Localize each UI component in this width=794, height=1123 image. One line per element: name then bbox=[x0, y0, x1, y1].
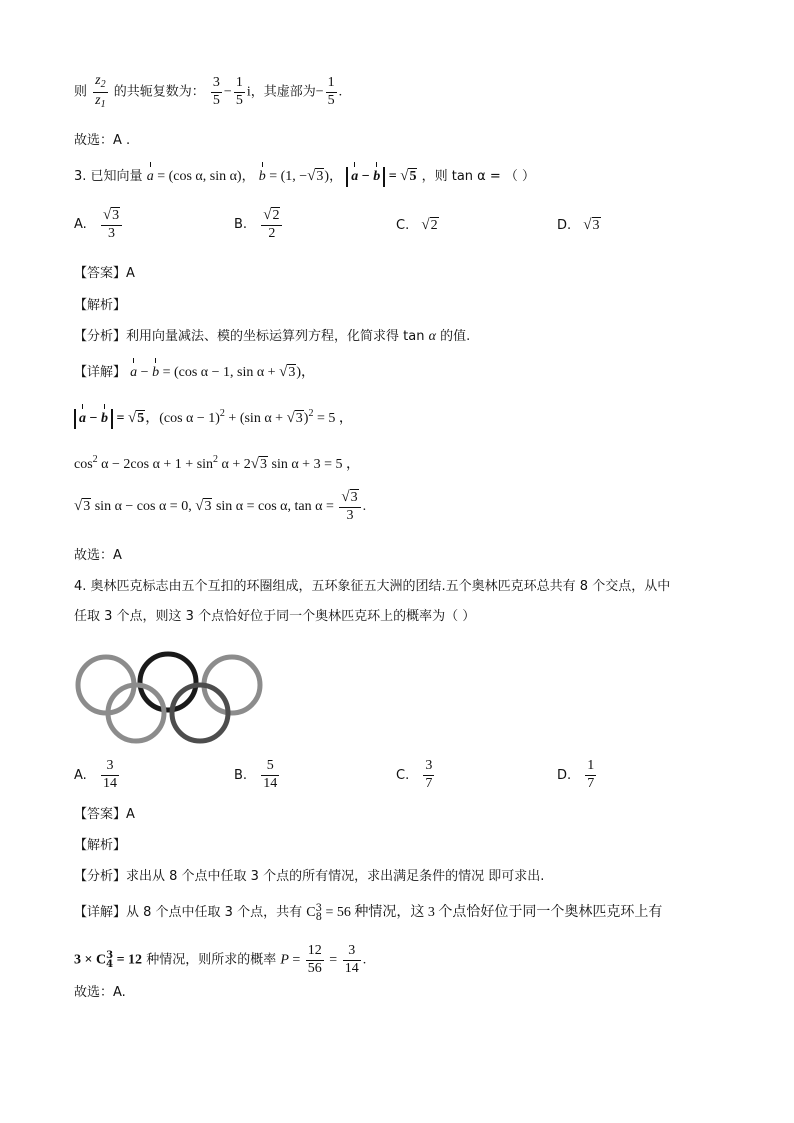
ring-bottom-right bbox=[172, 685, 228, 741]
q3-final: 故选：A bbox=[74, 548, 122, 563]
q2-conjugate-line: 则 $\frac{z_2}{z_1}$ 的共轭复数为： $\frac{3}{5}$ − $\frac{1}{5}$ i，其虚部为− $\frac{1}{5}$ . bbox=[74, 73, 343, 110]
q3-stem: 3. 已知向量 a = (cos α, sin α)， b = (1, −√3)， a − b = √5 ，则 tan α = （ ） bbox=[74, 166, 535, 187]
q4-fenxi: 【分析】求出从 8 个点中任取 3 个点的所有情况，求出满足条件的情况 即可求出. bbox=[74, 869, 545, 884]
answer-tag: 【答案】 bbox=[74, 266, 127, 281]
q3-option-a[interactable]: A. $\frac{√3}{3}$ bbox=[74, 208, 124, 241]
z2-over-z1-fraction bbox=[93, 74, 107, 110]
q4-answer-line bbox=[74, 805, 135, 825]
q3-detail-4: √3 sin α − cos α = 0, √3 sin α = cos α, tan α = $\frac{√3}{3}$ . bbox=[74, 489, 367, 523]
vector-a-def: = (cos α, sin α) bbox=[153, 169, 242, 184]
q3-detail-2: a − b = √5，(cos α − 1)$^2$ + (sin α + √3)$^2$ = 5 ， bbox=[74, 404, 353, 429]
q4-option-a[interactable]: A. $\frac{3}{14}$ bbox=[74, 758, 117, 791]
vector-b-def: = (1, − bbox=[265, 169, 308, 184]
imag-part-text: ，其虚部为 bbox=[250, 84, 316, 100]
q4-analysis-tag: 【解析】 bbox=[74, 838, 127, 853]
z1-symbol: z bbox=[95, 92, 101, 108]
z2-subscript: 2 bbox=[100, 79, 106, 90]
sqrt-5: √5 bbox=[400, 168, 417, 184]
norm-a-minus-b: a − b bbox=[346, 167, 385, 187]
q4-answer: A bbox=[126, 807, 135, 822]
q2-conjugate-text: 的共轭复数为： bbox=[113, 84, 205, 100]
q3-option-b[interactable]: B. $\frac{√2}{2}$ bbox=[234, 208, 284, 241]
q2-answer: 故选：A . bbox=[74, 133, 131, 148]
q3-answer: A bbox=[126, 266, 135, 281]
imag-coef-fraction: $\frac{1}{5}$ bbox=[235, 74, 243, 108]
ring-top-right bbox=[204, 657, 260, 713]
q4-stem-line-1: 4. 奥林匹克标志由五个互扣的环圈组成，五环象征五大洲的团结.五个奥林匹克环总共有 8 个交点，从中 bbox=[74, 579, 671, 594]
z2-symbol: z bbox=[95, 73, 101, 88]
q4-option-c[interactable]: C. $\frac{3}{7}$ bbox=[396, 758, 433, 791]
imaginary-unit: i bbox=[246, 84, 251, 100]
q4-detail-2: 3 × C 3 4 = 12 种情况，则所求的概率 P = $\frac{12}{56}$ = $\frac{3}{14}$ . bbox=[74, 943, 367, 976]
sqrt-3: √3 bbox=[307, 168, 324, 184]
real-part-fraction: $\frac{3}{5}$ bbox=[212, 74, 220, 108]
q3-fenxi: 【分析】利用向量减法、模的坐标运算列方程，化简求得 tan α 的值. bbox=[74, 329, 471, 344]
imag-part-fraction: $\frac{1}{5}$ bbox=[327, 74, 335, 108]
q4-final: 故选：A. bbox=[74, 985, 126, 1000]
q4-option-b[interactable]: B. $\frac{5}{14}$ bbox=[234, 758, 278, 791]
q3-analysis-tag: 【解析】 bbox=[74, 298, 127, 313]
q4-stem-line-2: 任取 3 个点，则这 3 个点恰好位于同一个奥林匹克环上的概率为（ ） bbox=[74, 609, 476, 624]
q3-detail-3: $\cos^2 \alpha - 2\cos$ $\alpha + 1 + \sin^2 \alpha + 2√3$ sin α + 3 = 5 ， bbox=[74, 454, 360, 472]
q3-option-c[interactable]: C. √2 bbox=[396, 217, 438, 233]
q4-detail-1: 【详解】从 8 个点中任取 3 个点，共有 C 3 8 = 56 种情况，这 3 个点恰好位于同一个奥林匹克环上有 bbox=[74, 902, 663, 923]
neg-sign: − bbox=[315, 84, 324, 100]
vector-a: a bbox=[147, 167, 154, 187]
olympic-rings-figure bbox=[72, 648, 268, 746]
q4-option-d[interactable]: D. $\frac{1}{7}$ bbox=[557, 758, 595, 791]
ring-top-middle bbox=[140, 654, 196, 710]
q3-stem-suffix: ，则 tan α = （ ） bbox=[421, 169, 536, 184]
q3-answer-line bbox=[74, 264, 135, 284]
z1-subscript: 1 bbox=[100, 98, 106, 110]
minus-sign: − bbox=[223, 84, 232, 100]
q3-stem-prefix: 3. 已知向量 bbox=[74, 169, 143, 184]
q3-option-d[interactable]: D. √3 bbox=[557, 217, 600, 233]
q3-detail-1: 【详解】 a − b = (cos α − 1, sin α + √3)， bbox=[74, 362, 315, 383]
answer-tag: 【答案】 bbox=[74, 807, 127, 822]
vector-b: b bbox=[259, 167, 266, 187]
q2-prefix: 则 bbox=[74, 84, 88, 100]
